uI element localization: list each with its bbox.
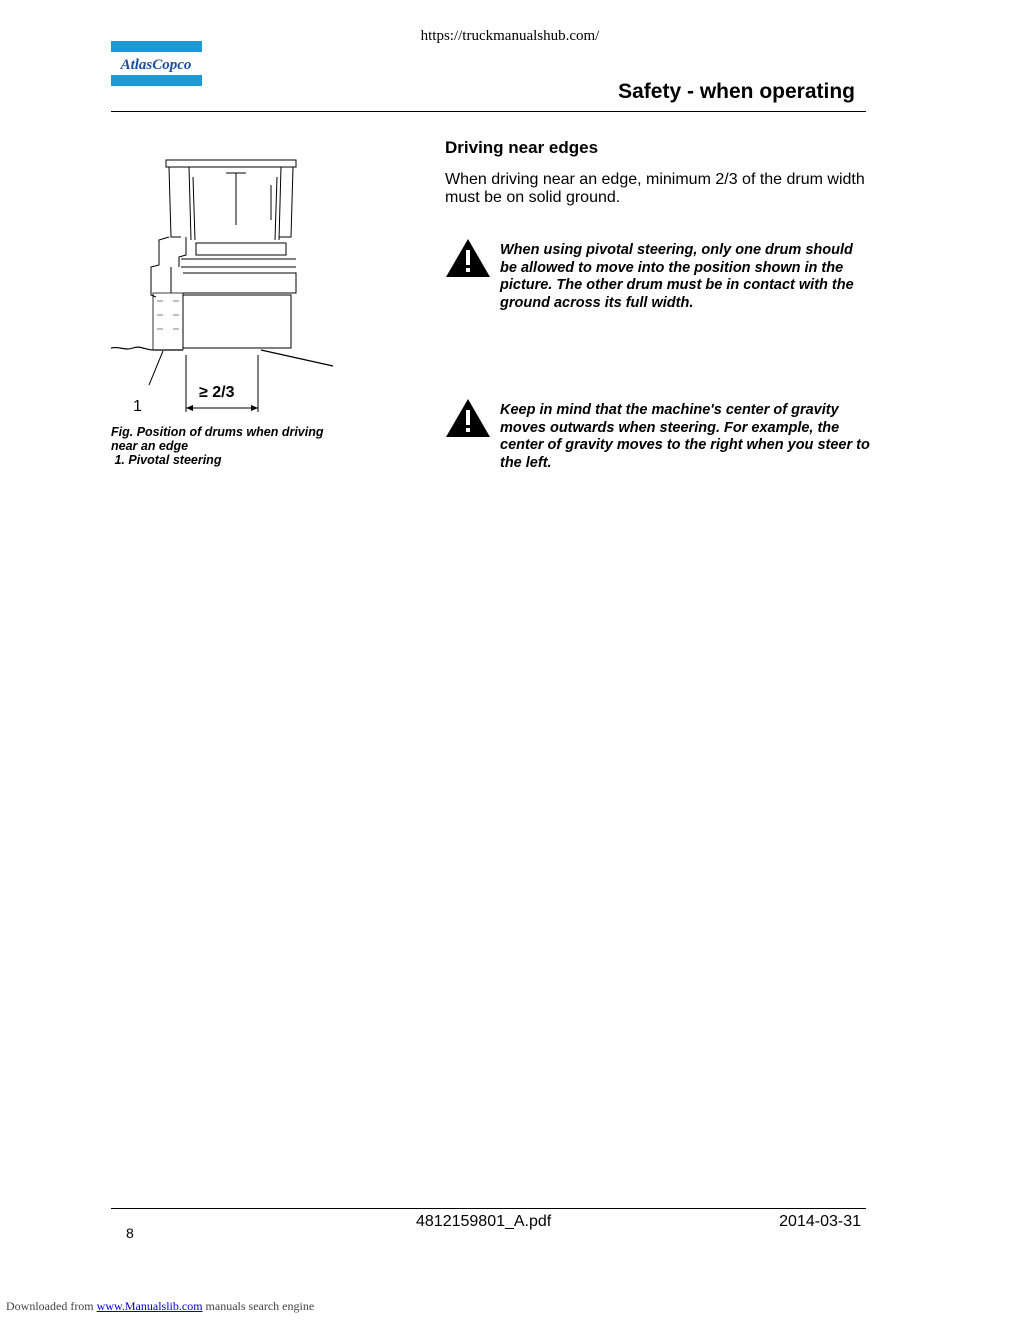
- footer-divider: [111, 1208, 866, 1209]
- atlas-copco-logo: [111, 41, 202, 86]
- document-date: 2014-03-31: [779, 1213, 861, 1230]
- warning-triangle-icon: [445, 238, 491, 278]
- download-prefix: Downloaded from: [6, 1299, 97, 1313]
- caption-line: 1. Pivotal steering: [111, 453, 222, 467]
- download-notice: [6, 1299, 314, 1314]
- section-title: Safety - when operating: [618, 80, 855, 103]
- manualslib-link[interactable]: www.Manualslib.com: [96, 1299, 203, 1313]
- warning-triangle-icon: [445, 398, 491, 438]
- dimension-label: ≥ 2/3: [199, 384, 235, 401]
- drum-edge-figure: [111, 155, 336, 415]
- page-number: 8: [126, 1225, 134, 1241]
- body-paragraph: When driving near an edge, minimum 2/3 of the drum width must be on solid ground.: [445, 171, 865, 206]
- download-suffix: manuals search engine: [202, 1299, 315, 1313]
- callout-number: 1: [133, 398, 142, 415]
- caption-line: near an edge: [111, 439, 189, 453]
- document-name: 4812159801_A.pdf: [416, 1213, 552, 1230]
- warning-text: When using pivotal steering, only one drum should be allowed to move into the position shown in the picture. The other drum must be in contact with the ground across its full width.: [500, 242, 854, 311]
- section-heading: Driving near edges: [445, 138, 599, 157]
- header-divider: [111, 111, 866, 112]
- svg-text:AtlasCopco: AtlasCopco: [120, 57, 192, 73]
- source-url: https://truckmanualshub.com/: [420, 28, 600, 44]
- figure-caption: [111, 425, 371, 467]
- caption-line: Fig. Position of drums when driving: [111, 425, 324, 439]
- warning-text: Keep in mind that the machine's center of gravity moves outwards when steering. For example, the center of gravity moves to the right when you steer to the left.: [500, 402, 870, 471]
